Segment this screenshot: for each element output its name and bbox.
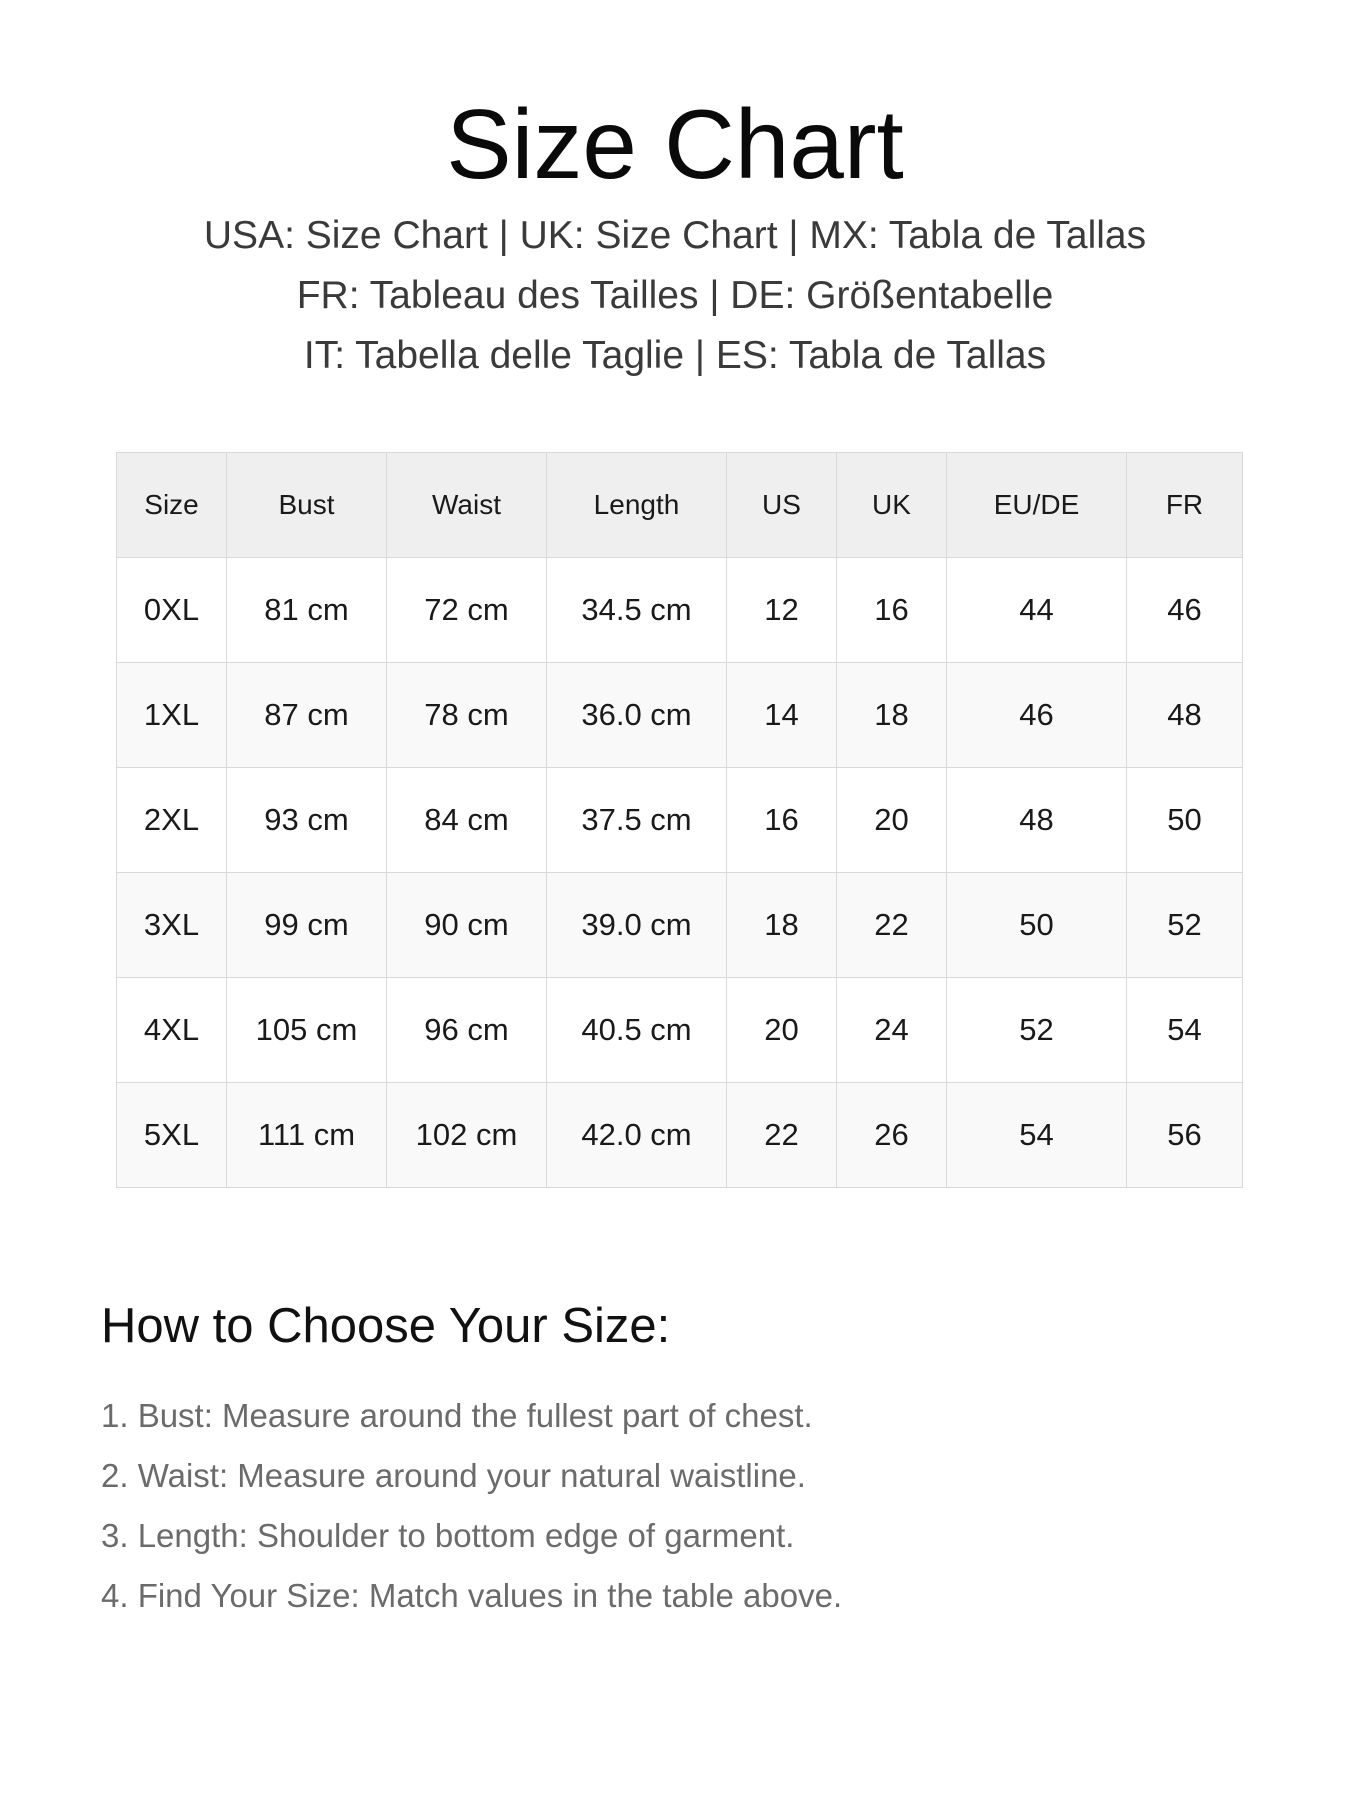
cell-waist: 90 cm — [387, 873, 547, 978]
cell-us: 16 — [727, 768, 837, 873]
cell-uk: 16 — [837, 558, 947, 663]
size-guide-item-length: 3. Length: Shoulder to bottom edge of garment. — [101, 1517, 795, 1554]
cell-eu-de: 44 — [947, 558, 1127, 663]
cell-bust: 111 cm — [227, 1083, 387, 1188]
size-table — [116, 452, 1243, 1188]
table-row — [117, 558, 1243, 663]
cell-fr: 46 — [1127, 558, 1243, 663]
cell-length: 39.0 cm — [547, 873, 727, 978]
cell-fr: 56 — [1127, 1083, 1243, 1188]
cell-fr: 54 — [1127, 978, 1243, 1083]
cell-uk: 26 — [837, 1083, 947, 1188]
cell-us: 20 — [727, 978, 837, 1083]
cell-eu-de: 50 — [947, 873, 1127, 978]
table-row — [117, 1083, 1243, 1188]
size-guide-item-waist: 2. Waist: Measure around your natural waistline. — [101, 1457, 806, 1494]
cell-bust: 105 cm — [227, 978, 387, 1083]
cell-fr: 50 — [1127, 768, 1243, 873]
cell-length: 36.0 cm — [547, 663, 727, 768]
cell-fr: 52 — [1127, 873, 1243, 978]
cell-uk: 22 — [837, 873, 947, 978]
page-title: Size Chart — [446, 89, 904, 199]
table-row — [117, 768, 1243, 873]
header-eu-de: EU/DE — [947, 453, 1127, 558]
cell-bust: 93 cm — [227, 768, 387, 873]
cell-us: 14 — [727, 663, 837, 768]
localized-title-line: IT: Tabella delle Taglie | ES: Tabla de Tallas — [303, 334, 1047, 377]
cell-waist: 96 cm — [387, 978, 547, 1083]
cell-eu-de: 54 — [947, 1083, 1127, 1188]
cell-fr: 48 — [1127, 663, 1243, 768]
cell-eu-de: 46 — [947, 663, 1127, 768]
cell-us: 12 — [727, 558, 837, 663]
localized-titles — [0, 206, 1350, 386]
localized-title-line: USA: Size Chart | UK: Size Chart | MX: Tabla de Tallas — [203, 214, 1147, 257]
cell-bust: 81 cm — [227, 558, 387, 663]
size-table-container — [116, 452, 1242, 1188]
cell-size: 2XL — [117, 768, 227, 873]
header-bust: Bust — [227, 453, 387, 558]
cell-bust: 87 cm — [227, 663, 387, 768]
table-row — [117, 873, 1243, 978]
table-row — [117, 978, 1243, 1083]
cell-length: 40.5 cm — [547, 978, 727, 1083]
cell-size: 3XL — [117, 873, 227, 978]
localized-title-line: FR: Tableau des Tailles | DE: Größentabelle — [296, 274, 1054, 317]
cell-waist: 78 cm — [387, 663, 547, 768]
table-header-row — [117, 453, 1243, 558]
header-length: Length — [547, 453, 727, 558]
cell-length: 34.5 cm — [547, 558, 727, 663]
cell-waist: 72 cm — [387, 558, 547, 663]
cell-bust: 99 cm — [227, 873, 387, 978]
cell-us: 22 — [727, 1083, 837, 1188]
cell-uk: 18 — [837, 663, 947, 768]
size-guide-list — [101, 1386, 842, 1626]
cell-us: 18 — [727, 873, 837, 978]
cell-size: 1XL — [117, 663, 227, 768]
header-uk: UK — [837, 453, 947, 558]
size-guide-heading: How to Choose Your Size: — [101, 1299, 671, 1353]
cell-size: 4XL — [117, 978, 227, 1083]
table-row — [117, 663, 1243, 768]
cell-length: 37.5 cm — [547, 768, 727, 873]
cell-length: 42.0 cm — [547, 1083, 727, 1188]
header-fr: FR — [1127, 453, 1243, 558]
size-guide-item-bust: 1. Bust: Measure around the fullest part of chest. — [101, 1397, 813, 1434]
cell-size: 0XL — [117, 558, 227, 663]
cell-uk: 24 — [837, 978, 947, 1083]
cell-eu-de: 52 — [947, 978, 1127, 1083]
cell-eu-de: 48 — [947, 768, 1127, 873]
cell-size: 5XL — [117, 1083, 227, 1188]
header-size: Size — [117, 453, 227, 558]
cell-waist: 84 cm — [387, 768, 547, 873]
header-waist: Waist — [387, 453, 547, 558]
cell-uk: 20 — [837, 768, 947, 873]
header-us: US — [727, 453, 837, 558]
size-guide-item-find-size: 4. Find Your Size: Match values in the table above. — [101, 1577, 843, 1614]
cell-waist: 102 cm — [387, 1083, 547, 1188]
